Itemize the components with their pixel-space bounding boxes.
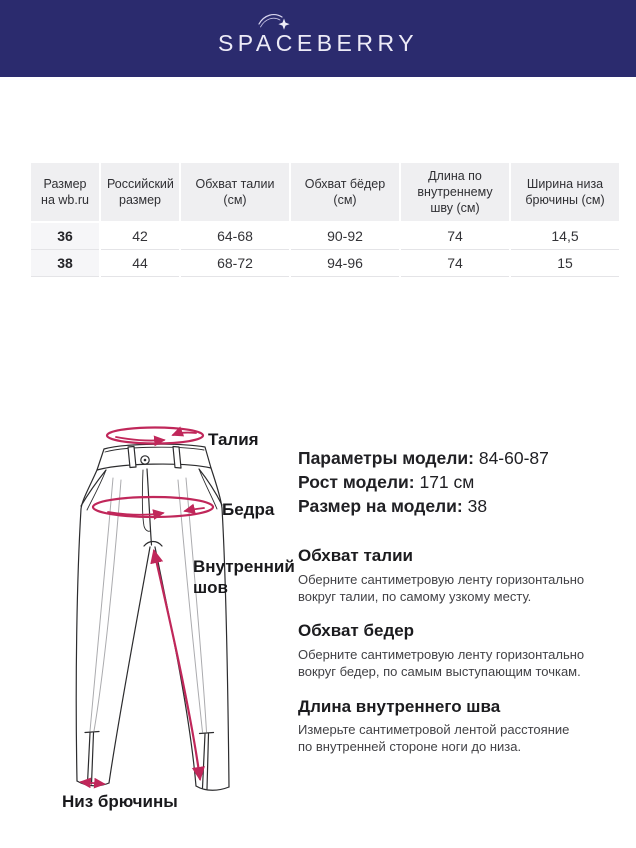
cell-hips: 90-92: [291, 223, 399, 250]
hips-label: Бедра: [222, 500, 275, 519]
cell-hem: 14,5: [511, 223, 619, 250]
cell-waist: 64-68: [181, 223, 289, 250]
col-header-hem-width: Ширина низа брючины (см): [511, 163, 619, 223]
waist-label: Талия: [208, 430, 259, 449]
table-row: [31, 223, 619, 250]
hem-label: Низ брючины: [62, 792, 178, 811]
comet-star-icon: [258, 11, 290, 32]
hips-section-text: Оберните сантиметровую ленту горизонтально вокруг бедер, по самым выступающим точкам.: [298, 647, 585, 679]
pants-diagram: [30, 415, 310, 820]
brand-logo: [218, 30, 418, 57]
col-header-hips: Обхват бёдер (см): [291, 163, 399, 223]
model-measurements-line: Параметры модели: 84-60-87: [298, 448, 549, 468]
hips-section-title: Обхват бедер: [298, 621, 415, 640]
inseam-label: Внутренний шов: [193, 557, 295, 597]
waist-section-title: Обхват талии: [298, 546, 413, 565]
cell-ru-size: 42: [101, 223, 179, 250]
table-row: [31, 250, 619, 277]
hips-arrow-left: [185, 508, 204, 511]
cell-wb-size: 36: [31, 223, 99, 250]
brand-logo-text: SPACEBERRY: [217, 30, 419, 56]
cell-waist: 68-72: [181, 250, 289, 277]
cell-wb-size: 38: [31, 250, 99, 277]
cell-inseam: 74: [401, 250, 509, 277]
model-height-line: Рост модели: 171 см: [298, 472, 475, 492]
waist-section-text: Оберните сантиметровую ленту горизонтально вокруг талии, по самому узкому месту.: [298, 572, 585, 604]
inseam-section-text: Измерьте сантиметровой лентой расстояние по внутренней стороне ноги до низа.: [298, 722, 570, 754]
model-size-line: Размер на модели: 38: [298, 496, 488, 516]
waist-arrow-left: [173, 433, 196, 435]
inseam-section-title: Длина внутреннего шва: [298, 697, 501, 716]
col-header-inseam-length: Длина по внутреннему шву (см): [401, 163, 509, 223]
model-params: [298, 446, 608, 518]
brand-header: [0, 0, 636, 77]
cell-ru-size: 44: [101, 250, 179, 277]
col-header-wb-size: Размер на wb.ru: [31, 163, 99, 223]
col-header-waist: Обхват талии (см): [181, 163, 289, 223]
cell-hem: 15: [511, 250, 619, 277]
waist-arrow-right: [116, 437, 164, 441]
cell-inseam: 74: [401, 223, 509, 250]
size-table-header-row: [31, 163, 619, 223]
col-header-ru-size: Российский размер: [101, 163, 179, 223]
cell-hips: 94-96: [291, 250, 399, 277]
size-table: [29, 163, 621, 277]
